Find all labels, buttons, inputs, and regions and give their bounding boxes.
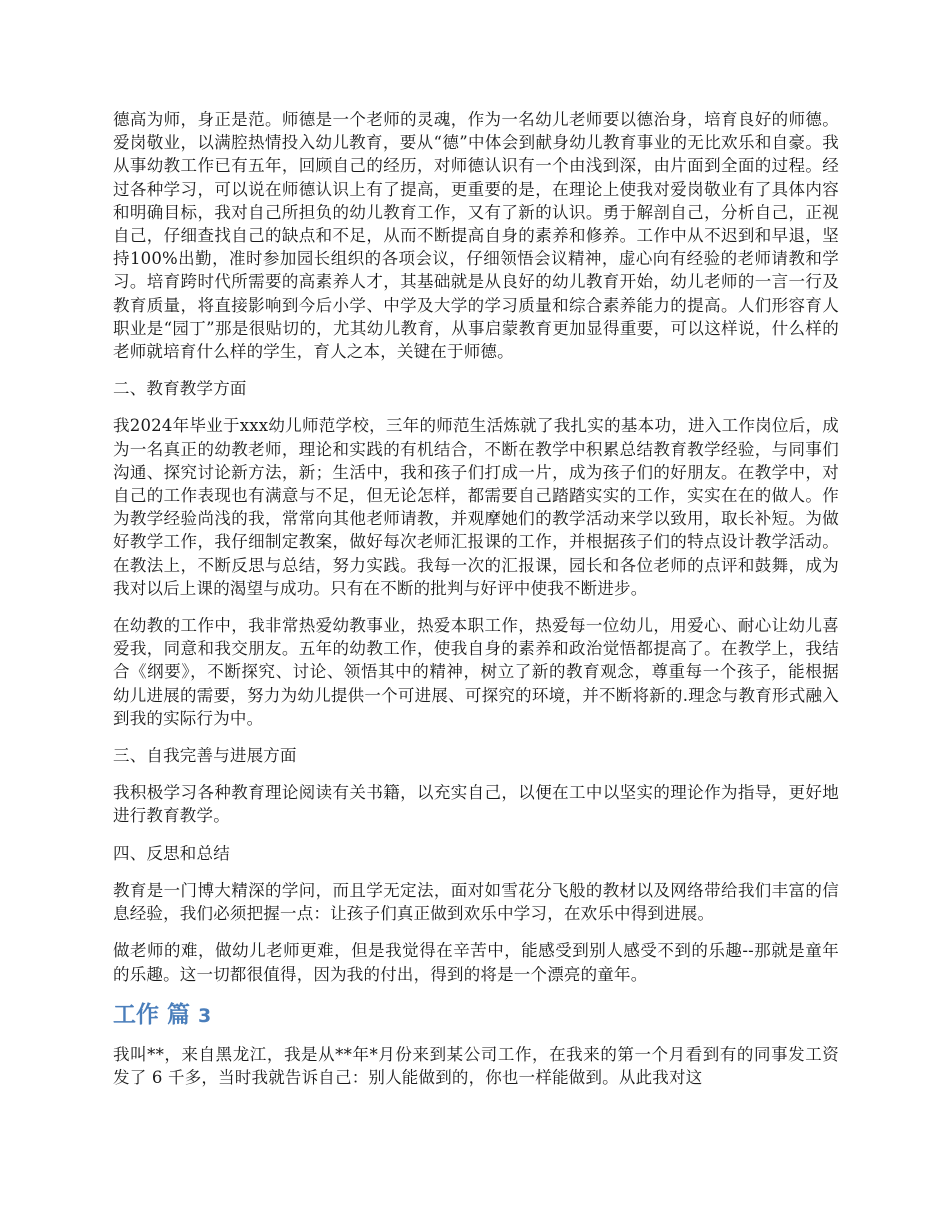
section-heading-teaching: 二、教育教学方面 (113, 379, 247, 399)
paragraph-study: 我积极学习各种教育理论阅读有关书籍，以充实自己，以便在工中以坚实的理论作为指导，更好地进行教育教学。 (113, 783, 839, 826)
document-body (113, 108, 839, 1103)
paragraph-article-intro: 我叫**，来自黑龙江，我是从**年*月份来到某公司工作，在我来的第一个月看到有的同事发工资发了 6 千多，当时我就告诉自己：别人能做到的，你也一样能做到。从此我对这 (113, 1044, 839, 1087)
paragraph-conclusion: 做老师的难，做幼儿老师更难，但是我觉得在辛苦中，能感受到别人感受不到的乐趣--那就是童年的乐趣。这一切都很值得，因为我的付出，得到的将是一个漂亮的童年。 (113, 941, 839, 984)
paragraph-teacher-ethics: 德高为师，身正是范。师德是一个老师的灵魂，作为一名幼儿老师要以德治身，培育良好的师德。爱岗敬业，以满腔热情投入幼儿教育，要从“德”中体会到献身幼儿教育事业的无比欢乐和自豪。我从事幼教工作已有五年，回顾自己的经历，对师德认识有一个由浅到深，由片面到全面的过程。经过各种学习，可以说在师德认识上有了提高，更重要的是，在理论上使我对爱岗敬业有了具体内容和明确目标，我对自己所担负的幼儿教育工作，又有了新的认识。勇于解剖自己，分析自己，正视自己，仔细查找自己的缺点和不足，从而不断提高自身的素养和修养。工作中从不迟到和早退，坚持100%出勤，准时参加园长组织的各项会议，仔细领悟会议精神，虚心向有经验的老师请教和学习。培育跨时代所需要的高素养人才，其基础就是从良好的幼儿教育开始，幼儿老师的一言一行及教育质量，将直接影响到今后小学、中学及大学的学习质量和综合素养能力的提高。人们形容育人职业是“园丁”那是很贴切的，尤其幼儿教育，从事启蒙教育更加显得重要，可以这样说，什么样的老师就培育什么样的学生，育人之本，关键在于师德。 (113, 110, 839, 362)
article-title (113, 1000, 839, 1031)
section-heading-self-improvement: 三、自我完善与进展方面 (113, 746, 297, 766)
article-title-number: 3 (198, 1004, 212, 1027)
article-title-text: 工作 篇 (113, 1001, 191, 1028)
paragraph-education-philosophy: 教育是一门博大精深的学问，而且学无定法，面对如雪花分飞般的教材以及网络带给我们丰富的信息经验，我们必须把握一点：让孩子们真正做到欢乐中学习，在欢乐中得到进展。 (113, 880, 839, 924)
paragraph-teaching-experience: 我2024年毕业于xxx幼儿师范学校，三年的师范生活炼就了我扎实的基本功，进入工作岗位后，成为一名真正的幼教老师，理论和实践的有机结合，不断在教学中积累总结教育教学经验，与同事们沟通、探究讨论新方法，新；生活中，我和孩子们打成一片，成为孩子们的好朋友。在教学中，对自己的工作表现也有满意与不足，但无论怎样，都需要自己踏踏实实的工作，实实在在的做人。作为教学经验尚浅的我，常常向其他老师请教，并观摩她们的教学活动来学以致用，取长补短。为做好教学工作，我仔细制定教案，做好每次老师汇报课的工作，并根据孩子们的特点设计教学活动。在教法上，不断反思与总结，努力实践。我每一次的汇报课，园长和各位老师的点评和鼓舞，成为我对以后上课的渴望与成功。只有在不断的批判与好评中使我不断进步。 (113, 416, 839, 598)
paragraph-love-of-work: 在幼教的工作中，我非常热爱幼教事业，热爱本职工作，热爱每一位幼儿，用爱心、耐心让幼儿喜爱我，同意和我交朋友。五年的幼教工作，使我自身的素养和政治觉悟都提高了。在教学上，我结合《纲要》，不断探究、讨论、领悟其中的精神，树立了新的教育观念，尊重每一个孩子，能根据幼儿进展的需要，努力为幼儿提供一个可进展、可探究的环境，并不断将新的.理念与教育形式融入到我的实际行为中。 (113, 616, 839, 728)
section-heading-reflection: 四、反思和总结 (113, 843, 230, 863)
